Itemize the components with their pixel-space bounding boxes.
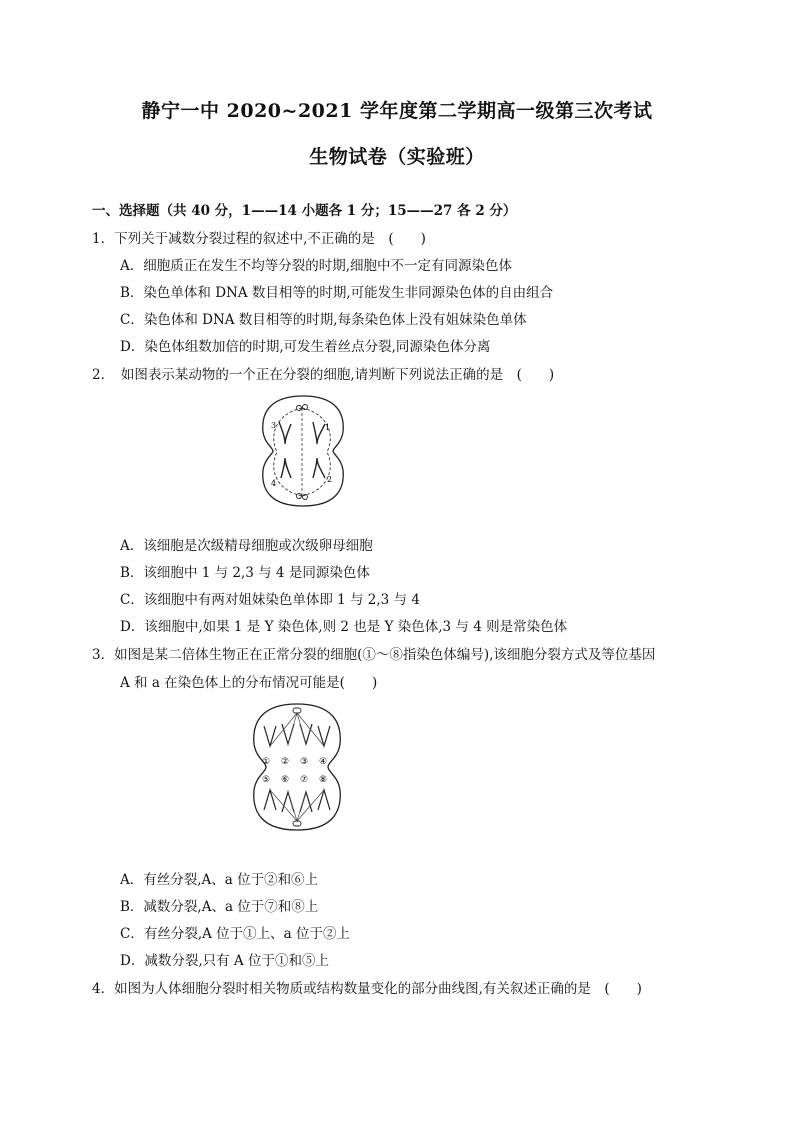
chromosome-number-7: ⑦	[299, 775, 309, 785]
question-3-option-a: A．有丝分裂,A、a 位于②和⑥上	[120, 872, 319, 888]
question-3-cell-figure	[248, 700, 346, 834]
page-subtitle: 生物试卷（实验班）	[309, 146, 485, 168]
page-title: 静宁一中 2020~2021 学年度第二学期高一级第三次考试	[141, 100, 653, 122]
question-1-option-c: C．染色体和 DNA 数目相等的时期,每条染色体上没有姐妹染色单体	[120, 312, 527, 328]
chromosome-number-2: ②	[280, 757, 290, 767]
chromosome-label-1: 1	[325, 423, 331, 432]
chromosome-number-4: ④	[318, 757, 328, 767]
question-2-option-d: D．该细胞中,如果 1 是 Y 染色体,则 2 也是 Y 染色体,3 与 4 则是常染色体	[120, 619, 568, 635]
top-chromosome-3	[300, 724, 312, 744]
chromosome-1	[313, 422, 325, 444]
section-heading: 一、选择题（共 40 分，1——14 小题各 1 分；15——27 各 2 分）	[92, 203, 517, 219]
spindle-top	[270, 713, 324, 746]
cell-membrane	[254, 704, 340, 830]
chromosome-3	[279, 422, 291, 444]
chromosome-number-8: ⑧	[318, 775, 328, 785]
question-1-stem: 1．下列关于减数分裂过程的叙述中,不正确的是 ( )	[92, 231, 426, 247]
bottom-chromosome-3	[300, 792, 312, 812]
top-chromosome-1	[264, 726, 276, 746]
chromosome-label-4: 4	[271, 479, 277, 488]
bottom-chromosome-2	[282, 792, 294, 812]
top-chromosome-4	[318, 726, 330, 746]
question-3-option-c: C．有丝分裂,A 位于①上、a 位于②上	[120, 926, 351, 942]
centrosome-bottom	[293, 821, 301, 826]
bottom-chromosome-4	[318, 790, 330, 810]
question-1-option-b: B．染色单体和 DNA 数目相等的时期,可能发生非同源染色体的自由组合	[120, 285, 554, 301]
top-chromosome-2	[282, 724, 294, 744]
question-1-option-d: D．染色体组数加倍的时期,可发生着丝点分裂,同源染色体分离	[120, 339, 491, 355]
spindle-bottom	[270, 790, 324, 821]
question-2-option-c: C．该细胞中有两对姐妹染色单体即 1 与 2,3 与 4	[120, 592, 420, 608]
question-2-cell-figure	[255, 392, 351, 510]
centrosome-top	[293, 708, 301, 713]
question-4-stem: 4．如图为人体细胞分裂时相关物质或结构数量变化的部分曲线图,有关叙述正确的是 ( )	[92, 981, 642, 997]
question-2-option-b: B．该细胞中 1 与 2,3 与 4 是同源染色体	[120, 565, 370, 581]
chromosome-number-3: ③	[299, 757, 309, 767]
question-3-option-b: B．减数分裂,A、a 位于⑦和⑧上	[120, 899, 319, 915]
bottom-chromosome-1	[264, 790, 276, 810]
question-2-option-a: A．该细胞是次级精母细胞或次级卵母细胞	[120, 538, 373, 554]
question-1-option-a: A．细胞质正在发生不均等分裂的时期,细胞中不一定有同源染色体	[120, 258, 513, 274]
chromosome-number-1: ①	[261, 757, 271, 767]
chromosome-number-5: ⑤	[261, 775, 271, 785]
question-2-stem: 2． 如图表示某动物的一个正在分裂的细胞,请判断下列说法正确的是 ( )	[92, 367, 555, 383]
question-3-option-d: D．减数分裂,只有 A 位于①和⑤上	[120, 953, 329, 969]
question-3-stem-line-2: A 和 a 在染色体上的分布情况可能是( )	[120, 675, 378, 691]
chromosome-number-6: ⑥	[280, 775, 290, 785]
chromosome-label-3: 3	[271, 421, 277, 430]
cell-membrane	[263, 396, 343, 506]
chromosome-4	[281, 458, 291, 478]
spindle-fiber-left	[274, 408, 302, 496]
question-3-stem-line-1: 3．如图是某二倍体生物正在正常分裂的细胞(①～⑧指染色体编号),该细胞分裂方式及等位基因	[92, 647, 656, 663]
chromosome-label-2: 2	[327, 475, 333, 484]
chromosome-2	[313, 458, 325, 478]
